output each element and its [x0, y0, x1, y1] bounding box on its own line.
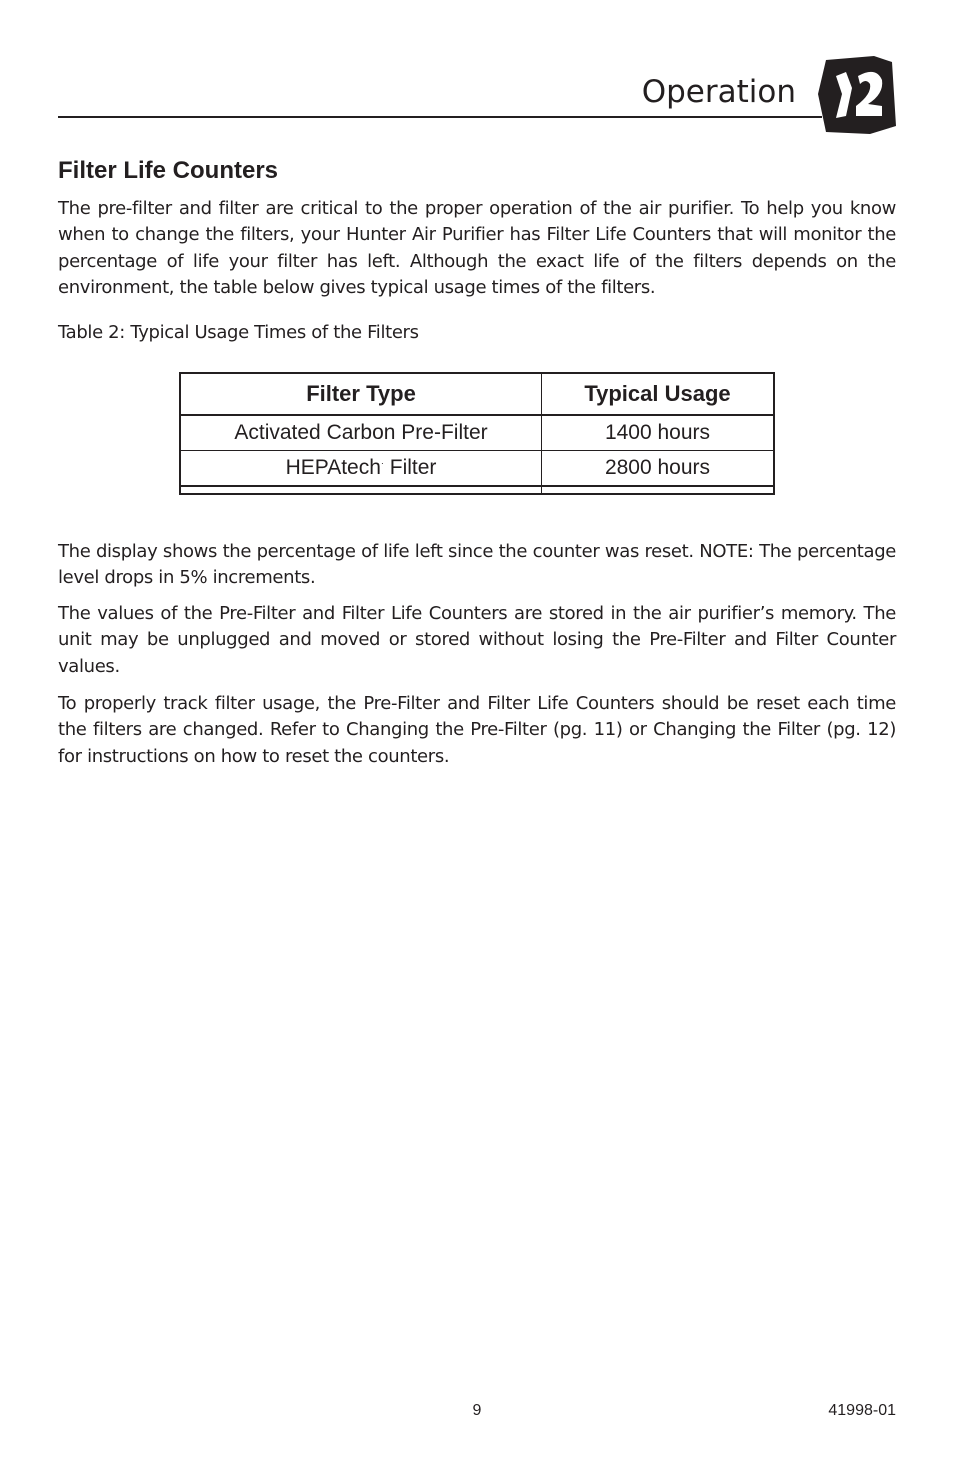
empty-cell — [180, 486, 542, 494]
filter-type-cell — [180, 451, 542, 487]
table-row — [180, 415, 774, 451]
empty-cell — [542, 486, 775, 494]
filter-usage-table — [179, 372, 775, 495]
header-divider — [58, 116, 822, 118]
table-caption: Table 2: Typical Usage Times of the Filters — [58, 322, 419, 343]
filter-type-cell: Activated Carbon Pre-Filter — [180, 415, 542, 451]
display-paragraph: The display shows the percentage of life left since the counter was reset. NOTE: The percentage level drops in 5% increments. — [58, 541, 896, 589]
column-header-typical-usage: Typical Usage — [542, 373, 775, 415]
table-empty-row — [180, 486, 774, 494]
memory-paragraph: The values of the Pre-Filter and Filter Life Counters are stored in the air purifier’s memory. The unit may be unplugged and moved or stored without losing the Pre-Filter and Filter Counter values. — [58, 603, 896, 677]
trademark-mark: · — [380, 458, 384, 468]
section-heading: Filter Life Counters — [58, 157, 279, 184]
column-header-filter-type: Filter Type — [180, 373, 542, 415]
reset-paragraph: To properly track filter usage, the Pre-Filter and Filter Life Counters should be reset each time the filters are changed. Refer to Changing the Pre-Filter (pg. 11) or Changing the Filter (pg. 12) for instructions on how to reset the counters. — [58, 693, 896, 767]
page-number: 9 — [472, 1402, 482, 1419]
filter-type-name: HEPAtech — [285, 456, 381, 479]
usage-cell: 1400 hours — [542, 415, 775, 451]
table-row — [180, 451, 774, 487]
operation-section-icon — [816, 54, 896, 134]
intro-paragraph: The pre-filter and filter are critical to the proper operation of the air purifier. To help you know when to change the filters, your Hunter Air Purifier has Filter Life Counters that will monitor the percentage of life your filter has left. Although the exact life of the filters depends on the environment, the table below gives typical usage times of the filters. — [58, 198, 896, 299]
document-number: 41998-01 — [828, 1402, 896, 1419]
usage-cell: 2800 hours — [542, 451, 775, 487]
table-header-row — [180, 373, 774, 415]
filter-type-suffix: Filter — [383, 456, 437, 479]
section-title: Operation — [641, 74, 796, 110]
